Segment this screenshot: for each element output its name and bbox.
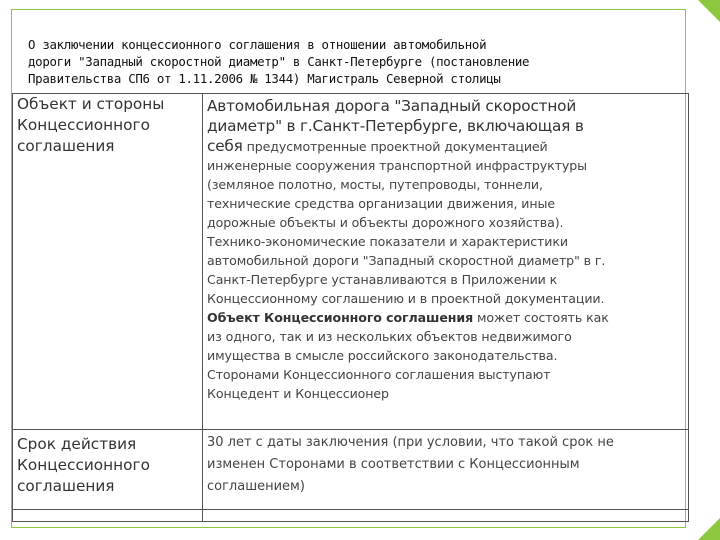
- label-line: Срок действия: [17, 435, 137, 453]
- term-line: соглашением): [207, 479, 305, 494]
- title-line: О заключении концессионного соглашения в отношении автомобильной: [28, 37, 487, 52]
- object-bold-text: Объект Концессионного соглашения: [207, 310, 474, 325]
- body-line: Технико-экономические показатели и характеристики: [207, 234, 568, 249]
- heading-line: диаметр" в г.Санкт-Петербурге, включающая в: [207, 117, 584, 135]
- body-line: Концессионному соглашению и в проектной документации.: [207, 291, 605, 306]
- body-line: имущества в смысле российского законодательства.: [207, 348, 558, 363]
- table-row: [13, 430, 689, 510]
- body-line: Концедент и Концессионер: [207, 386, 389, 401]
- body-line: (земляное полотно, мосты, путепроводы, тоннели,: [207, 177, 543, 192]
- body-line: Санкт-Петербурге устанавливаются в Приложении к: [207, 272, 558, 287]
- body-line: автомобильной дороги "Западный скоростной диаметр" в г.: [207, 253, 606, 268]
- body-line: Сторонами Концессионного соглашения выступают: [207, 367, 551, 382]
- empty-cell: [203, 510, 689, 522]
- row-value-object: [203, 94, 689, 430]
- heading-line: Автомобильная дорога "Западный скоростной: [207, 97, 577, 115]
- row-label-object: [13, 94, 203, 430]
- title-line: дороги "Западный скоростной диаметр" в Санкт-Петербурге (постановление: [28, 54, 530, 69]
- slide-title: [28, 36, 668, 87]
- body-line: технические средства организации движения, иные: [207, 196, 556, 211]
- body-line: предусмотренные проектной документацией: [246, 139, 548, 154]
- row-label-term: [13, 430, 203, 510]
- table-row: [13, 94, 689, 430]
- body-line: из одного, так и из нескольких объектов недвижимого: [207, 329, 572, 344]
- label-line: Объект и стороны: [17, 95, 165, 113]
- term-line: изменен Сторонами в соответствии с Концессионным: [207, 457, 580, 472]
- body-line: инженерные сооружения транспортной инфраструктуры: [207, 158, 587, 173]
- body-line: дорожные объекты и объекты дорожного хозяйства).: [207, 215, 564, 230]
- empty-cell: [13, 510, 203, 522]
- label-line: Концессионного: [17, 116, 150, 134]
- label-line: соглашения: [17, 137, 115, 155]
- term-line: 30 лет с даты заключения (при условии, что такой срок не: [207, 435, 614, 450]
- title-line: Правительства СП6 от 1.11.2006 № 1344) Магистраль Северной столицы: [28, 71, 501, 86]
- heading-line: себя: [207, 137, 243, 155]
- table-row-empty: [13, 510, 689, 522]
- label-line: Концессионного: [17, 456, 150, 474]
- concession-table: [12, 93, 689, 522]
- row-value-term: [203, 430, 689, 510]
- corner-decoration-top: [698, 0, 720, 22]
- body-line: может состоять как: [477, 310, 609, 325]
- label-line: соглашения: [17, 477, 115, 495]
- corner-decoration-bottom: [698, 518, 720, 540]
